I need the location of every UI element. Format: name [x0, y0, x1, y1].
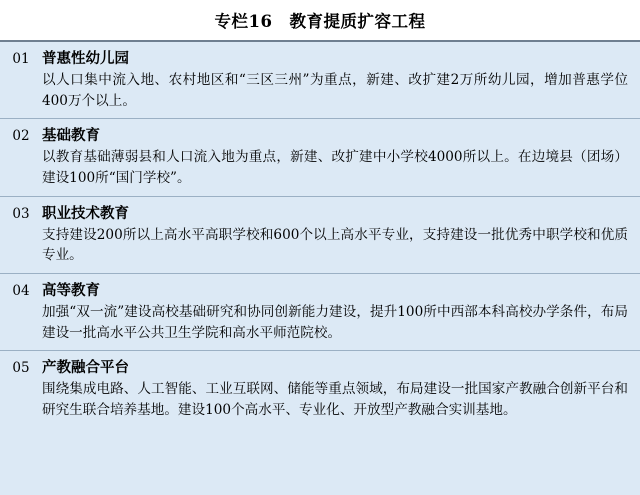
item-text: 围绕集成电路、人工智能、工业互联网、储能等重点领域，布局建设一批国家产教融合创新平台和研究生联合培养基地。建设100个高水平、专业化、开放型产教融合实训基地。 [42, 381, 628, 418]
item-list [0, 42, 640, 495]
list-item [0, 274, 640, 351]
item-text: 支持建设200所以上高水平高职学校和600个以上高水平专业，支持建设一批优秀中职学校和优质专业。 [42, 226, 628, 264]
item-text: 以人口集中流入地、农村地区和“三区三州”为重点，新建、改扩建2万所幼儿园，增加普惠学位400万个以上。 [42, 72, 628, 109]
list-item [0, 351, 640, 427]
item-heading: 职业技术教育 [42, 204, 129, 222]
item-body [42, 203, 640, 266]
item-heading: 普惠性幼儿园 [42, 50, 129, 67]
list-item [0, 119, 640, 196]
item-number: 02 [12, 128, 30, 145]
item-heading: 基础教育 [42, 127, 100, 145]
item-text: 以教育基础薄弱县和人口流入地为重点，新建、改扩建中小学校4000所以上。在边境县（团场）建设100所“国门学校”。 [42, 149, 628, 186]
item-number: 03 [12, 205, 30, 222]
item-number: 05 [12, 360, 30, 377]
list-item [0, 197, 640, 274]
list-item [0, 42, 640, 119]
item-body [42, 280, 640, 343]
item-text: 加强“双一流”建设高校基础研究和协同创新能力建设，提升100所中西部本科高校办学条件，布局建设一批高水平公共卫生学院和高水平师范院校。 [42, 304, 628, 341]
item-number: 04 [12, 282, 30, 299]
item-heading: 高等教育 [42, 281, 100, 299]
item-body [42, 125, 640, 188]
item-heading: 产教融合平台 [42, 359, 129, 377]
page-title: 专栏16 教育提质扩容工程 [214, 12, 426, 31]
panel-title-bar [0, 0, 640, 42]
item-body [42, 357, 640, 420]
item-body [42, 48, 640, 111]
item-number: 01 [12, 51, 30, 67]
